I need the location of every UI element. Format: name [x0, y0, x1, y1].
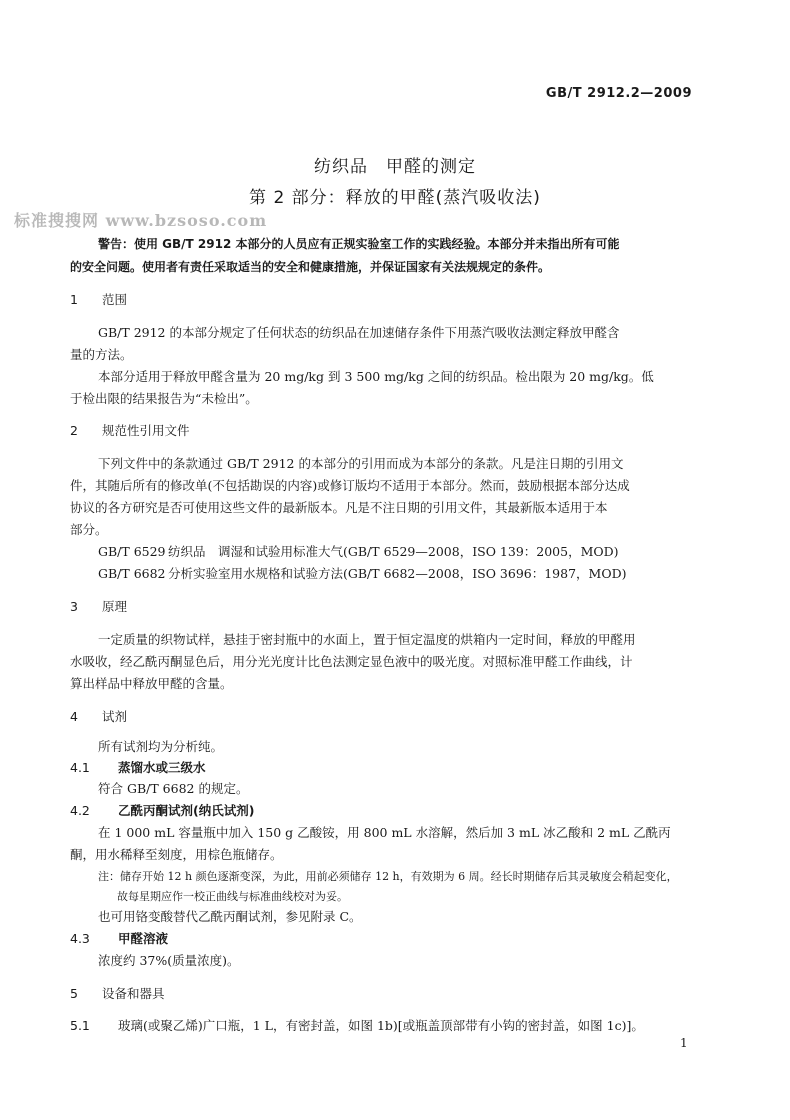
document-title-part: 第 2 部分：释放的甲醛(蒸汽吸收法)	[249, 188, 541, 208]
paragraph-line: 本部分适用于释放甲醛含量为 20 mg/kg 到 3 500 mg/kg 之间的纺织品。检出限为 20 mg/kg。低	[98, 369, 654, 384]
reference-item	[98, 563, 710, 585]
section-title: 设备和器具	[102, 986, 165, 1001]
paragraph-line: 算出样品中释放甲醛的含量。	[70, 676, 233, 691]
document-title-main: 纺织品 甲醛的测定	[314, 157, 476, 177]
paragraph-line: 一定质量的织物试样，悬挂于密封瓶中的水面上，置于恒定温度的烘箱内一定时间，释放的甲醛用	[98, 632, 636, 647]
paragraph-line: 协议的各方研究是否可使用这些文件的最新版本。凡是不注日期的引用文件，其最新版本适用于本	[70, 500, 608, 515]
paragraph-line: 下列文件中的条款通过 GB/T 2912 的本部分的引用而成为本部分的条款。凡是注日期的引用文	[98, 456, 624, 471]
subsection-title: 甲醛溶液	[118, 931, 169, 946]
subsection-title: 乙酰丙酮试剂(纳氏试剂)	[118, 803, 255, 818]
paragraph-line: 部分。	[70, 522, 108, 537]
paragraph-line: 在 1 000 mL 容量瓶中加入 150 g 乙酸铵，用 800 mL 水溶解，然后加 3 mL 冰乙酸和 2 mL 乙酰丙	[98, 825, 671, 840]
subsection-text: 玻璃(或聚乙烯)广口瓶，1 L，有密封盖，如图 1b)[或瓶盖顶部带有小钩的密封盖，如图 1c)]。	[118, 1018, 644, 1033]
section-heading-apparatus	[70, 983, 710, 1005]
reference-text: 分析实验室用水规格和试验方法(GB/T 6682—2008，ISO 3696：1987，MOD)	[168, 566, 627, 581]
section-heading-scope	[70, 289, 710, 311]
note-line: 故每星期应作一校正曲线与标准曲线校对为妥。	[117, 890, 348, 903]
subsection-heading-water	[70, 757, 710, 779]
paragraph-line: 量的方法。	[70, 347, 133, 362]
paragraph-line: 所有试剂均为分析纯。	[98, 739, 224, 754]
reference-code: GB/T 6529	[98, 544, 166, 559]
reference-item	[98, 541, 710, 563]
section-heading-principle	[70, 596, 710, 618]
warning-line-2: 的安全问题。使用者有责任采取适当的安全和健康措施，并保证国家有关法规规定的条件。	[70, 260, 551, 274]
standard-number: GB/T 2912.2—2009	[545, 86, 692, 101]
subsection-number: 4.3	[70, 931, 90, 946]
paragraph-line: 也可用铬变酸替代乙酰丙酮试剂，参见附录 C。	[98, 909, 362, 924]
subsection-number: 4.2	[70, 803, 90, 818]
subsection-title: 蒸馏水或三级水	[118, 760, 206, 775]
reference-text: 纺织品 调湿和试验用标准大气(GB/T 6529—2008，ISO 139：2005，MOD)	[168, 544, 619, 559]
section-number: 1	[70, 292, 78, 307]
subsection-number: 5.1	[70, 1018, 90, 1033]
warning-line-1: 警告：使用 GB/T 2912 本部分的人员应有正规实验室工作的实践经验。本部分并未指出所有可能	[98, 237, 620, 251]
paragraph-line: GB/T 2912 的本部分规定了任何状态的纺织品在加速储存条件下用蒸汽吸收法测定释放甲醛含	[98, 325, 620, 340]
section-number: 5	[70, 986, 78, 1001]
subsection-number: 4.1	[70, 760, 90, 775]
page-number: 1	[680, 1036, 688, 1050]
section-number: 4	[70, 709, 78, 724]
paragraph-line: 于检出限的结果报告为“未检出”。	[70, 391, 258, 406]
subsection-heading-formaldehyde	[70, 928, 710, 950]
section-title: 规范性引用文件	[102, 423, 190, 438]
subsection-heading-acetylacetone	[70, 800, 710, 822]
watermark-text: 标准搜搜网 www.bzsoso.com	[14, 211, 268, 230]
note-line: 注：储存开始 12 h 颜色逐渐变深，为此，用前必须储存 12 h，有效期为 6 周。经长时期储存后其灵敏度会稍起变化，	[98, 870, 678, 883]
section-number: 2	[70, 423, 78, 438]
section-title: 范围	[102, 292, 128, 307]
paragraph-line: 酮，用水稀释至刻度，用棕色瓶储存。	[70, 847, 283, 862]
section-heading-reagents	[70, 706, 710, 728]
reference-code: GB/T 6682	[98, 566, 166, 581]
section-heading-normative-references	[70, 420, 710, 442]
section-title: 原理	[102, 599, 128, 614]
paragraph-line: 件，其随后所有的修改单(不包括勘误的内容)或修订版均不适用于本部分。然而，鼓励根据本部分达成	[70, 478, 630, 493]
paragraph-line: 水吸收，经乙酰丙酮显色后，用分光光度计比色法测定显色液中的吸光度。对照标准甲醛工作曲线，计	[70, 654, 633, 669]
paragraph-line: 浓度约 37%(质量浓度)。	[98, 953, 240, 968]
section-title: 试剂	[102, 709, 128, 724]
paragraph-line: 符合 GB/T 6682 的规定。	[98, 781, 249, 796]
section-number: 3	[70, 599, 78, 614]
subsection-item-bottle	[70, 1015, 710, 1037]
